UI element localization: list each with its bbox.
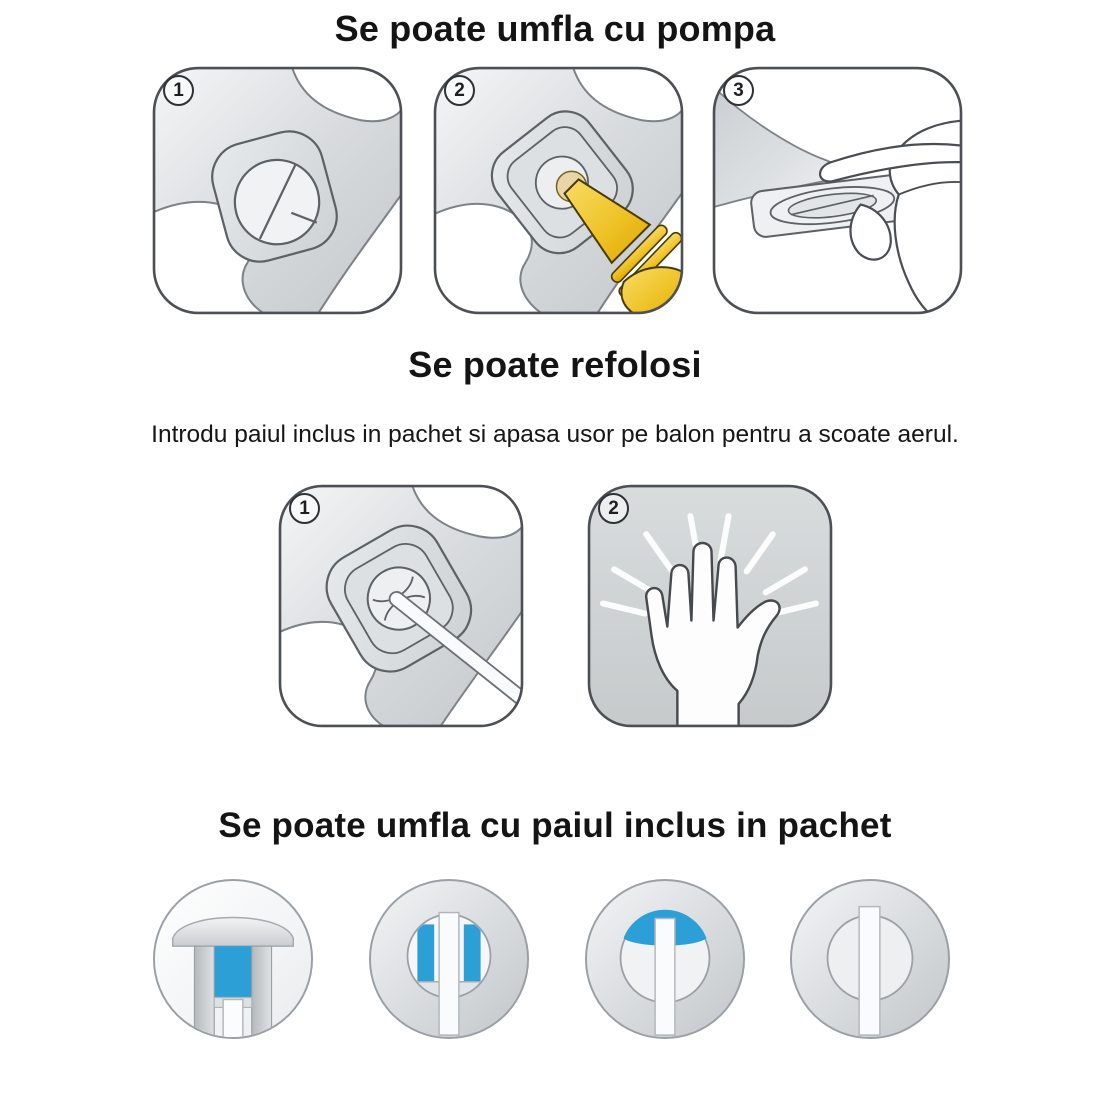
valve-front-icon [367, 877, 531, 1041]
valve-front-icon [788, 877, 952, 1041]
section-straw-title: Se poate umfla cu paiul inclus in pachet [218, 806, 892, 845]
step-number-badge: 1 [289, 493, 320, 524]
step-number-badge: 2 [444, 75, 475, 106]
step-number-badge: 1 [163, 75, 194, 106]
pump-step-2-panel [433, 66, 684, 315]
step-number-badge: 3 [723, 75, 754, 106]
hand-press-illustration [587, 484, 833, 728]
reuse-step-2-panel [587, 484, 833, 728]
pump-nozzle-illustration [433, 66, 684, 315]
straw-stage-4 [788, 877, 952, 1041]
valve-front-icon [583, 877, 747, 1041]
hand-sealing-valve-illustration [712, 66, 963, 315]
balloon-valve-illustration [152, 66, 403, 315]
step-number-badge: 2 [598, 493, 629, 524]
straw-stage-2 [367, 877, 531, 1041]
pump-step-1-panel [152, 66, 403, 315]
reuse-description: Introdu paiul inclus in pachet si apasa usor pe balon pentru a scoate aerul. [151, 421, 959, 448]
straw-in-valve-illustration [278, 484, 524, 728]
section-reuse-title: Se poate refolosi [408, 344, 702, 385]
pump-step-3-panel [712, 66, 963, 315]
section-pump-title: Se poate umfla cu pompa [334, 8, 776, 49]
straw-stage-1 [151, 877, 315, 1041]
valve-cross-section-icon [151, 877, 315, 1041]
straw-stage-3 [583, 877, 747, 1041]
reuse-step-1-panel [278, 484, 524, 728]
